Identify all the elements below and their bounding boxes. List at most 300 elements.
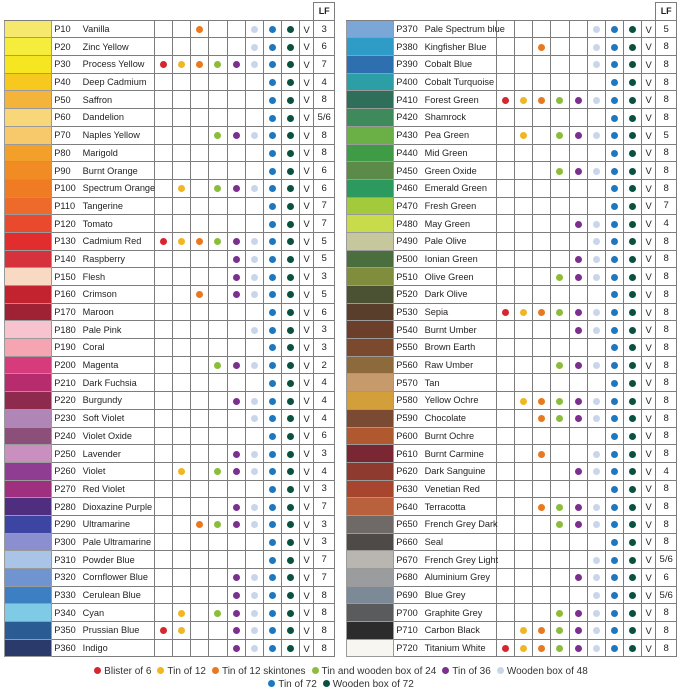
lightfastness-value: 8 bbox=[656, 498, 677, 516]
tin12-dot-icon bbox=[178, 185, 185, 192]
set-cell bbox=[497, 215, 515, 233]
tin12skin-dot-icon bbox=[538, 398, 545, 405]
set-cell bbox=[497, 144, 515, 162]
set-cell bbox=[515, 604, 533, 622]
v-mark: V bbox=[299, 91, 314, 109]
set-cell bbox=[569, 303, 587, 321]
tin12-dot-icon bbox=[520, 309, 527, 316]
tin24-dot-icon bbox=[556, 97, 563, 104]
lightfastness-value: 8 bbox=[656, 356, 677, 374]
wood48-dot-icon bbox=[251, 627, 258, 634]
set-cell bbox=[281, 321, 299, 339]
tin12skin-dot-icon bbox=[196, 238, 203, 245]
set-cell bbox=[551, 321, 569, 339]
color-swatch bbox=[347, 179, 394, 197]
pencil-code: P240 bbox=[52, 427, 83, 445]
set-cell bbox=[191, 38, 209, 56]
set-cell bbox=[245, 162, 263, 180]
set-cell bbox=[191, 56, 209, 74]
set-cell bbox=[245, 126, 263, 144]
tin12skin-dot-icon bbox=[538, 451, 545, 458]
set-cell bbox=[263, 480, 281, 498]
set-cell bbox=[263, 56, 281, 74]
set-cell bbox=[227, 480, 245, 498]
tin24-dot-icon bbox=[556, 132, 563, 139]
wood48-dot-icon bbox=[593, 238, 600, 245]
tin36-dot-icon bbox=[575, 97, 582, 104]
set-cell bbox=[173, 498, 191, 516]
v-mark: V bbox=[641, 91, 656, 109]
set-cell bbox=[281, 569, 299, 587]
pencil-code: P60 bbox=[52, 109, 83, 127]
set-cell bbox=[155, 604, 173, 622]
color-swatch bbox=[347, 144, 394, 162]
set-cell bbox=[587, 498, 605, 516]
set-cell bbox=[173, 427, 191, 445]
set-cell bbox=[515, 533, 533, 551]
set-cell bbox=[173, 109, 191, 127]
pencil-row bbox=[5, 144, 335, 162]
tin24-dot-icon bbox=[214, 362, 221, 369]
lightfastness-value: 7 bbox=[314, 56, 335, 74]
tin36-dot-icon bbox=[233, 132, 240, 139]
set-cell bbox=[515, 162, 533, 180]
set-cell bbox=[155, 162, 173, 180]
lightfastness-value: 3 bbox=[314, 480, 335, 498]
set-cell bbox=[209, 639, 227, 657]
set-cell bbox=[587, 569, 605, 587]
pencil-name: Pale Olive bbox=[425, 232, 497, 250]
set-cell bbox=[227, 339, 245, 357]
pencil-name: Burgundy bbox=[83, 392, 155, 410]
wood72-dot-icon bbox=[629, 309, 636, 316]
set-cell bbox=[245, 268, 263, 286]
set-cell bbox=[227, 392, 245, 410]
wood72-dot-icon bbox=[287, 203, 294, 210]
tin36-dot-icon bbox=[233, 291, 240, 298]
set-cell bbox=[173, 586, 191, 604]
lightfastness-value: 8 bbox=[656, 339, 677, 357]
set-cell bbox=[605, 73, 623, 91]
set-cell bbox=[551, 586, 569, 604]
set-cell bbox=[209, 303, 227, 321]
pencil-row bbox=[347, 73, 677, 91]
pencil-row bbox=[347, 215, 677, 233]
wood72-dot-icon bbox=[287, 61, 294, 68]
color-swatch bbox=[347, 480, 394, 498]
color-swatch bbox=[347, 498, 394, 516]
set-cell bbox=[551, 232, 569, 250]
pencil-code: P690 bbox=[394, 586, 425, 604]
wood72-dot-icon bbox=[629, 592, 636, 599]
set-cell bbox=[173, 73, 191, 91]
set-cell bbox=[155, 339, 173, 357]
pencil-code: P190 bbox=[52, 339, 83, 357]
lightfastness-value: 8 bbox=[314, 604, 335, 622]
legend-label: Wooden box of 72 bbox=[332, 679, 414, 690]
wood72-dot-icon bbox=[287, 574, 294, 581]
lightfastness-value: 8 bbox=[656, 232, 677, 250]
set-cell bbox=[533, 515, 551, 533]
v-mark: V bbox=[641, 462, 656, 480]
blister6-dot-icon bbox=[160, 238, 167, 245]
set-cell bbox=[227, 551, 245, 569]
set-cell bbox=[551, 445, 569, 463]
set-cell bbox=[281, 551, 299, 569]
lightfastness-value: 3 bbox=[314, 445, 335, 463]
color-swatch bbox=[347, 339, 394, 357]
tin72-dot-icon bbox=[611, 61, 618, 68]
set-cell bbox=[623, 197, 641, 215]
set-cell bbox=[191, 392, 209, 410]
pencil-row bbox=[347, 498, 677, 516]
set-cell bbox=[515, 392, 533, 410]
set-cell bbox=[497, 639, 515, 657]
set-cell bbox=[191, 409, 209, 427]
pencil-name: Terracotta bbox=[425, 498, 497, 516]
set-cell bbox=[551, 144, 569, 162]
set-cell bbox=[281, 197, 299, 215]
color-swatch bbox=[5, 91, 52, 109]
set-cell bbox=[497, 462, 515, 480]
set-cell bbox=[191, 533, 209, 551]
pencil-row bbox=[5, 303, 335, 321]
pencil-row bbox=[347, 179, 677, 197]
wood72-dot-icon bbox=[629, 539, 636, 546]
pencil-name: Cobalt Blue bbox=[425, 56, 497, 74]
set-cell bbox=[245, 303, 263, 321]
wood72-dot-icon bbox=[287, 309, 294, 316]
pencil-row bbox=[5, 569, 335, 587]
lightfastness-value: 5/6 bbox=[656, 586, 677, 604]
set-cell bbox=[173, 409, 191, 427]
set-cell bbox=[551, 392, 569, 410]
pencil-row bbox=[5, 126, 335, 144]
set-cell bbox=[605, 569, 623, 587]
lf-header: LF bbox=[656, 3, 677, 21]
tin72-dot-icon bbox=[269, 610, 276, 617]
v-mark: V bbox=[299, 622, 314, 640]
set-cell bbox=[209, 498, 227, 516]
wood72-dot-icon bbox=[287, 221, 294, 228]
set-cell bbox=[173, 445, 191, 463]
set-cell bbox=[281, 20, 299, 38]
wood72-dot-icon bbox=[287, 362, 294, 369]
wood72-dot-icon bbox=[287, 486, 294, 493]
pencil-name: Yellow Ochre bbox=[425, 392, 497, 410]
set-cell bbox=[533, 480, 551, 498]
v-mark: V bbox=[641, 356, 656, 374]
wood48-dot-icon bbox=[593, 327, 600, 334]
tin72-dot-icon bbox=[269, 539, 276, 546]
pencil-row bbox=[5, 480, 335, 498]
set-cell bbox=[191, 268, 209, 286]
pencil-row bbox=[347, 622, 677, 640]
pencil-code: P700 bbox=[394, 604, 425, 622]
set-cell bbox=[497, 339, 515, 357]
set-cell bbox=[605, 179, 623, 197]
color-swatch bbox=[5, 586, 52, 604]
wood72-dot-icon bbox=[629, 115, 636, 122]
wood72-dot-icon bbox=[287, 150, 294, 157]
tin24-dot-icon bbox=[556, 398, 563, 405]
set-cell bbox=[245, 286, 263, 304]
set-cell bbox=[605, 232, 623, 250]
wood72-dot-icon bbox=[287, 168, 294, 175]
pencil-code: P480 bbox=[394, 215, 425, 233]
tin12skin-dot-icon bbox=[538, 415, 545, 422]
color-swatch bbox=[347, 604, 394, 622]
set-cell bbox=[605, 462, 623, 480]
set-cell bbox=[191, 73, 209, 91]
pencil-code: P70 bbox=[52, 126, 83, 144]
tin72-dot-icon bbox=[269, 504, 276, 511]
color-swatch bbox=[5, 374, 52, 392]
lightfastness-value: 8 bbox=[314, 144, 335, 162]
wood72-dot-icon bbox=[629, 256, 636, 263]
color-swatch bbox=[347, 427, 394, 445]
lightfastness-value: 4 bbox=[314, 409, 335, 427]
legend-item bbox=[312, 666, 437, 677]
set-cell bbox=[245, 392, 263, 410]
set-cell bbox=[227, 321, 245, 339]
tin12-dot-icon bbox=[178, 468, 185, 475]
lightfastness-value: 8 bbox=[656, 162, 677, 180]
set-cell bbox=[155, 197, 173, 215]
set-cell bbox=[245, 197, 263, 215]
set-cell bbox=[605, 498, 623, 516]
set-cell bbox=[173, 551, 191, 569]
set-cell bbox=[533, 286, 551, 304]
v-mark: V bbox=[299, 56, 314, 74]
pencil-row bbox=[347, 339, 677, 357]
set-cell bbox=[263, 286, 281, 304]
set-cell bbox=[245, 20, 263, 38]
v-mark: V bbox=[299, 480, 314, 498]
set-cell bbox=[209, 551, 227, 569]
set-cell bbox=[245, 356, 263, 374]
pencil-row bbox=[5, 162, 335, 180]
set-cell bbox=[281, 232, 299, 250]
color-swatch bbox=[347, 409, 394, 427]
v-mark: V bbox=[641, 268, 656, 286]
wood72-dot-icon bbox=[629, 380, 636, 387]
set-cell bbox=[533, 232, 551, 250]
wood72-dot-icon bbox=[287, 79, 294, 86]
v-mark: V bbox=[641, 303, 656, 321]
tin36-dot-icon bbox=[575, 504, 582, 511]
set-cell bbox=[263, 144, 281, 162]
tin36-dot-icon bbox=[233, 274, 240, 281]
set-cell bbox=[587, 321, 605, 339]
set-cell bbox=[569, 427, 587, 445]
tin72-dot-icon bbox=[611, 44, 618, 51]
lightfastness-value: 8 bbox=[656, 303, 677, 321]
set-cell bbox=[623, 374, 641, 392]
wood72-dot-icon bbox=[287, 291, 294, 298]
tin72-dot-icon bbox=[269, 150, 276, 157]
set-cell bbox=[569, 232, 587, 250]
color-swatch bbox=[5, 515, 52, 533]
pencil-code: P380 bbox=[394, 38, 425, 56]
set-cell bbox=[605, 551, 623, 569]
set-cell bbox=[587, 533, 605, 551]
set-cell bbox=[569, 498, 587, 516]
set-cell bbox=[173, 179, 191, 197]
color-swatch bbox=[5, 498, 52, 516]
pencil-name: Maroon bbox=[83, 303, 155, 321]
set-cell bbox=[281, 639, 299, 657]
set-cell bbox=[623, 639, 641, 657]
legend-label: Tin of 72 bbox=[278, 679, 317, 690]
tin72-dot-icon bbox=[269, 238, 276, 245]
lightfastness-value: 3 bbox=[314, 515, 335, 533]
set-cell bbox=[515, 303, 533, 321]
tin36-dot-icon bbox=[233, 627, 240, 634]
set-cell bbox=[263, 179, 281, 197]
set-cell bbox=[605, 91, 623, 109]
set-cell bbox=[605, 409, 623, 427]
set-cell bbox=[515, 91, 533, 109]
set-cell bbox=[569, 445, 587, 463]
pencil-code: P600 bbox=[394, 427, 425, 445]
pencil-name: Cadmium Red bbox=[83, 232, 155, 250]
set-cell bbox=[191, 462, 209, 480]
wood48-dot-icon bbox=[251, 26, 258, 33]
tin36-dot-icon bbox=[575, 398, 582, 405]
v-mark: V bbox=[299, 462, 314, 480]
set-cell bbox=[515, 586, 533, 604]
set-cell bbox=[623, 144, 641, 162]
set-cell bbox=[263, 445, 281, 463]
pencil-row bbox=[5, 604, 335, 622]
pencil-row bbox=[5, 551, 335, 569]
set-cell bbox=[605, 321, 623, 339]
set-cell bbox=[155, 232, 173, 250]
set-cell bbox=[533, 268, 551, 286]
pencil-row bbox=[347, 356, 677, 374]
pencil-row bbox=[5, 20, 335, 38]
wood48-dot-icon bbox=[593, 398, 600, 405]
set-cell bbox=[209, 73, 227, 91]
set-cell bbox=[569, 197, 587, 215]
color-swatch bbox=[5, 109, 52, 127]
pencil-code: P530 bbox=[394, 303, 425, 321]
pencil-row bbox=[347, 109, 677, 127]
pencil-name: Seal bbox=[425, 533, 497, 551]
set-cell bbox=[623, 20, 641, 38]
lightfastness-value: 6 bbox=[314, 38, 335, 56]
set-cell bbox=[209, 321, 227, 339]
set-cell bbox=[245, 232, 263, 250]
tin72-dot-icon bbox=[269, 574, 276, 581]
set-cell bbox=[263, 604, 281, 622]
set-cell bbox=[281, 144, 299, 162]
pencil-name: Dioxazine Purple bbox=[83, 498, 155, 516]
lightfastness-value: 6 bbox=[314, 303, 335, 321]
pencil-name: Burnt Orange bbox=[83, 162, 155, 180]
set-cell bbox=[533, 197, 551, 215]
set-cell bbox=[515, 38, 533, 56]
set-cell bbox=[191, 639, 209, 657]
pencil-name: Burnt Ochre bbox=[425, 427, 497, 445]
set-cell bbox=[263, 232, 281, 250]
wood72-dot-icon bbox=[629, 61, 636, 68]
v-mark: V bbox=[641, 73, 656, 91]
tin12-dot-icon bbox=[178, 61, 185, 68]
set-cell bbox=[515, 409, 533, 427]
set-cell bbox=[623, 392, 641, 410]
set-cell bbox=[587, 374, 605, 392]
set-cell bbox=[191, 126, 209, 144]
pencil-name: Mid Green bbox=[425, 144, 497, 162]
tin72-dot-icon bbox=[611, 451, 618, 458]
set-cell bbox=[245, 321, 263, 339]
set-cell bbox=[227, 533, 245, 551]
set-cell bbox=[569, 622, 587, 640]
set-cell bbox=[497, 268, 515, 286]
set-cell bbox=[209, 604, 227, 622]
set-cell bbox=[209, 622, 227, 640]
wood48-dot-icon bbox=[251, 398, 258, 405]
v-mark: V bbox=[299, 409, 314, 427]
pencil-name: Tomato bbox=[83, 215, 155, 233]
set-cell bbox=[551, 303, 569, 321]
table-header-row bbox=[5, 3, 335, 21]
pencil-name: Tan bbox=[425, 374, 497, 392]
v-mark: V bbox=[641, 144, 656, 162]
set-cell bbox=[281, 622, 299, 640]
wood72-dot-icon bbox=[287, 115, 294, 122]
pencil-code: P490 bbox=[394, 232, 425, 250]
set-cell bbox=[587, 303, 605, 321]
tin72-dot-icon bbox=[269, 380, 276, 387]
set-cell bbox=[281, 409, 299, 427]
pencil-code: P520 bbox=[394, 286, 425, 304]
wood48-dot-icon bbox=[251, 238, 258, 245]
set-cell bbox=[515, 498, 533, 516]
lightfastness-value: 8 bbox=[656, 91, 677, 109]
blister6-dot-icon bbox=[502, 309, 509, 316]
wood72-dot-icon bbox=[287, 398, 294, 405]
set-cell bbox=[497, 498, 515, 516]
set-cell bbox=[173, 232, 191, 250]
lightfastness-value: 4 bbox=[656, 215, 677, 233]
wood72-dot-icon bbox=[287, 627, 294, 634]
tin72-dot-icon bbox=[269, 221, 276, 228]
wood48-dot-icon bbox=[251, 610, 258, 617]
set-cell bbox=[623, 515, 641, 533]
set-cell bbox=[587, 232, 605, 250]
set-cell bbox=[515, 339, 533, 357]
v-mark: V bbox=[299, 215, 314, 233]
set-cell bbox=[497, 392, 515, 410]
set-cell bbox=[533, 144, 551, 162]
set-cell bbox=[281, 392, 299, 410]
pencil-name: Prussian Blue bbox=[83, 622, 155, 640]
set-cell bbox=[605, 126, 623, 144]
set-cell bbox=[227, 462, 245, 480]
set-cell bbox=[281, 356, 299, 374]
tin72-dot-icon bbox=[611, 97, 618, 104]
set-cell bbox=[263, 586, 281, 604]
v-mark: V bbox=[641, 533, 656, 551]
set-cell bbox=[515, 56, 533, 74]
pencil-row bbox=[5, 38, 335, 56]
set-cell bbox=[587, 250, 605, 268]
set-cell bbox=[263, 126, 281, 144]
color-swatch bbox=[347, 109, 394, 127]
